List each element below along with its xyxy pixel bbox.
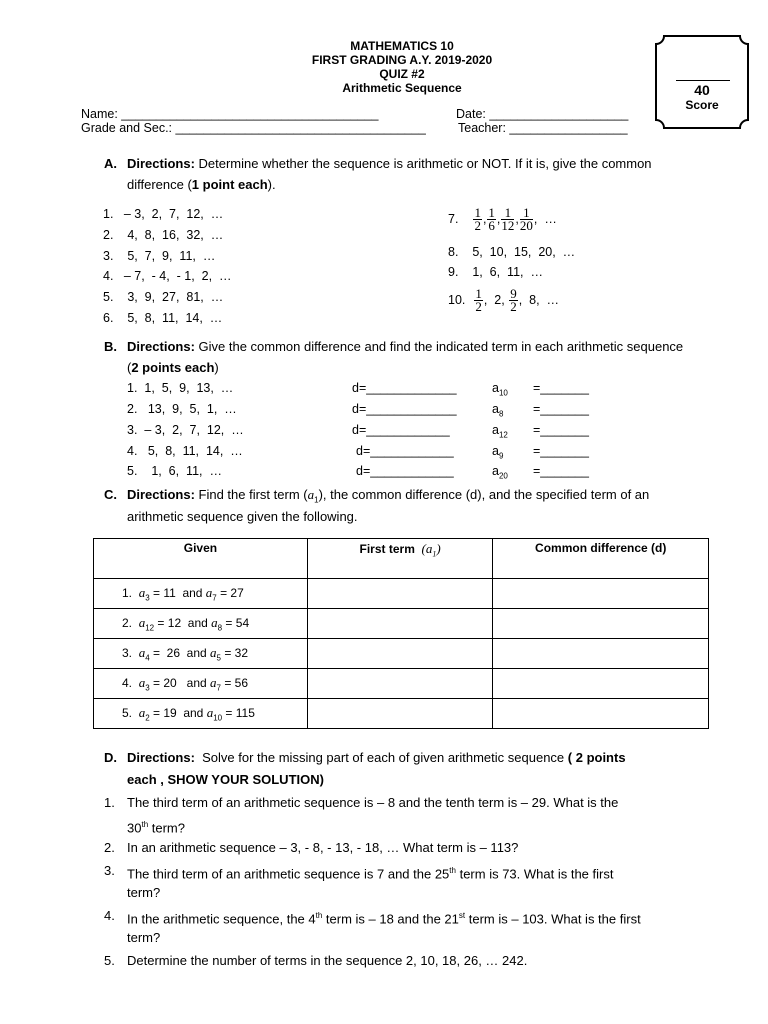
section-a-points: 1 point each	[191, 177, 268, 192]
b-item-5-term: $a_{20}$	[492, 464, 508, 481]
teacher-field[interactable]: Teacher: _________________	[458, 121, 628, 135]
a-item-5: 5. 3, 9, 27, 81, …	[103, 290, 224, 304]
a-item-2: 2. 4, 8, 16, 32, …	[103, 228, 224, 242]
given-cell: 4. $a_3 = 20$ and $a_7 = 56$	[94, 669, 308, 699]
col-first-term: First term $(a_1)$	[307, 539, 493, 579]
b-item-2-answer[interactable]: =_______	[533, 402, 589, 416]
a-item-7: 7. $\frac{1}{2}$ , $\frac{1}{6}$ , $\frac{1}{12}$ , $\frac{1}{20}$ , …	[448, 205, 557, 233]
b-item-1-answer[interactable]: =_______	[533, 381, 589, 395]
b-item-1-d[interactable]: d=_____________	[352, 381, 457, 395]
b-item-3-answer[interactable]: =_______	[533, 423, 589, 437]
difference-answer-cell[interactable]	[493, 609, 709, 639]
header-line-1: MATHEMATICS 10	[350, 39, 454, 53]
b-item-1-seq: 1. 1, 5, 9, 13, …	[127, 381, 234, 395]
b-item-5-seq: 5. 1, 6, 11, …	[127, 464, 222, 478]
section-a-dir2-post: ).	[267, 177, 276, 192]
d-item-1-line2: 30th term?	[127, 820, 185, 836]
col-common-difference: Common difference (d)	[493, 539, 709, 579]
section-c-directions-line2: arithmetic sequence given the following.	[127, 509, 358, 524]
a-item-4: 4. – 7, - 4, - 1, 2, …	[103, 269, 232, 283]
section-a-directions	[127, 156, 652, 171]
first-term-answer-cell[interactable]	[307, 699, 493, 729]
b-item-4-answer[interactable]: =_______	[533, 444, 589, 458]
section-c-dir-term: a	[307, 487, 315, 502]
section-a-dir2-pre: difference (	[127, 177, 192, 192]
a-item-3: 3. 5, 7, 9, 11, …	[103, 249, 216, 263]
a-item-7-frac-4: $\frac{1}{20}$	[519, 205, 533, 233]
given-cell: 2. $a_{12} = 12$ and $a_8 = 54$	[94, 609, 308, 639]
given-cell: 1. $a_3 = 11$ and $a_7 = 27$	[94, 579, 308, 609]
section-b-letter: B.	[104, 339, 117, 354]
a-item-9: 9. 1, 6, 11, …	[448, 265, 543, 279]
section-d-points: ( 2 points	[567, 750, 626, 765]
a-item-7-frac-2: $\frac{1}{6}$	[488, 205, 495, 233]
d-item-3-line1: The third term of an arithmetic sequence is 7 and the 25th term is 73. What is the first	[127, 866, 614, 882]
d-item-2-line1: In an arithmetic sequence – 3, - 8, - 13, - 18, … What term is – 113?	[127, 840, 519, 855]
section-c-dir-label: Directions:	[127, 487, 195, 502]
d-item-4-line1: In the arithmetic sequence, the 4th term is – 18 and the 21st term is – 103. What is the first	[127, 911, 641, 927]
section-b-dir2-pre: (	[127, 360, 132, 375]
section-b-directions	[127, 339, 683, 354]
section-d-dir-label: Directions:	[127, 750, 195, 765]
first-term-answer-cell[interactable]	[307, 639, 493, 669]
a-item-10-mid: , 2,	[483, 292, 505, 307]
section-b-dir-label: Directions:	[127, 339, 195, 354]
b-item-2-d[interactable]: d=_____________	[352, 402, 457, 416]
a-item-1: 1. – 3, 2, 7, 12, …	[103, 207, 224, 221]
section-c-dir-pre: Find the first term (	[194, 487, 308, 502]
first-term-answer-cell[interactable]	[307, 579, 493, 609]
section-c-dir-post: ), the common difference (d), and the specified term of an	[318, 487, 650, 502]
a-item-10	[448, 288, 559, 313]
table-row	[94, 639, 709, 669]
section-c-table	[93, 538, 709, 729]
a-item-10-tail: , 8, …	[518, 292, 560, 307]
section-a-dir-text: Determine whether the sequence is arithmetic or NOT. If it is, give the common	[194, 156, 652, 171]
grade-section-field[interactable]: Grade and Sec.: ____________________________________	[81, 121, 426, 135]
b-item-2-seq: 2. 13, 9, 5, 1, …	[127, 402, 237, 416]
b-item-3-term: $a_{12}$	[492, 423, 508, 440]
col-given: Given	[94, 539, 308, 579]
b-item-3-seq: 3. – 3, 2, 7, 12, …	[127, 423, 244, 437]
b-item-5-answer[interactable]: =_______	[533, 464, 589, 478]
a-item-10-frac-2: $\frac{9}{2}$	[510, 286, 517, 314]
header-line-4: Arithmetic Sequence	[342, 81, 462, 95]
a-item-10-number: 10.	[448, 292, 466, 307]
d-item-4-line2: term?	[127, 930, 161, 945]
header-line-3: QUIZ #2	[379, 67, 425, 81]
d-item-5-line1: Determine the number of terms in the sequence 2, 10, 18, 26, … 242.	[127, 953, 528, 968]
a-item-10-frac-1: $\frac{1}{2}$	[475, 286, 482, 314]
d-item-5-number: 5.	[104, 953, 115, 968]
d-item-4-number: 4.	[104, 908, 115, 923]
section-b-dir2-post: )	[214, 360, 219, 375]
b-item-4-seq: 4. 5, 8, 11, 14, …	[127, 444, 243, 458]
a-item-6: 6. 5, 8, 11, 14, …	[103, 311, 223, 325]
section-d-directions	[127, 747, 723, 769]
a-item-7-ellipsis: …	[544, 211, 557, 226]
b-item-1-term: $a_{10}$	[492, 381, 508, 398]
section-c-directions	[127, 487, 649, 505]
difference-answer-cell[interactable]	[493, 579, 709, 609]
name-field[interactable]: Name: _____________________________________	[81, 107, 379, 121]
table-row	[94, 699, 709, 729]
table-header-row	[94, 539, 709, 579]
score-total: 40	[694, 82, 710, 98]
a-item-7-frac-3: $\frac{1}{12}$	[501, 205, 515, 233]
difference-answer-cell[interactable]	[493, 669, 709, 699]
section-d-directions-line2: each , SHOW YOUR SOLUTION)	[127, 772, 324, 787]
first-term-answer-cell[interactable]	[307, 669, 493, 699]
d-item-1-line1: The third term of an arithmetic sequence is – 8 and the tenth term is – 29. What is the	[127, 795, 619, 810]
table-row	[94, 579, 709, 609]
d-item-3-line2: term?	[127, 885, 161, 900]
given-cell: 5. $a_2 = 19$ and $a_{10} = 115$	[94, 699, 308, 729]
a-item-7-number: 7.	[448, 211, 459, 226]
score-blank-line	[676, 80, 730, 81]
date-field[interactable]: Date: ____________________	[456, 107, 629, 121]
b-item-2-term: $a_8$	[492, 402, 504, 419]
section-a-directions-line2	[127, 177, 276, 192]
b-item-3-d[interactable]: d=____________	[352, 423, 450, 437]
header-line-2: FIRST GRADING A.Y. 2019-2020	[311, 53, 493, 67]
section-a-dir-label: Directions:	[127, 156, 195, 171]
a-item-8: 8. 5, 10, 15, 20, …	[448, 245, 576, 259]
b-item-5-d[interactable]: d=____________	[356, 464, 454, 478]
section-c-letter: C.	[104, 487, 117, 502]
score-label: Score	[685, 98, 719, 112]
section-b-dir-text: Give the common difference and find the indicated term in each arithmetic sequence	[194, 339, 684, 354]
first-term-answer-cell[interactable]	[307, 609, 493, 639]
section-d-letter: D.	[104, 750, 117, 765]
d-item-3-number: 3.	[104, 863, 115, 878]
b-item-4-term: $a_9$	[492, 444, 504, 461]
difference-answer-cell[interactable]	[493, 639, 709, 669]
a-item-7-frac-1: $\frac{1}{2}$	[474, 205, 481, 233]
section-b-directions-line2	[127, 360, 219, 375]
table-row	[94, 609, 709, 639]
section-a-letter: A.	[104, 156, 117, 171]
d-item-2-number: 2.	[104, 840, 115, 855]
section-c-dir-sub: 1	[314, 495, 319, 505]
section-b-points: 2 points each	[131, 360, 215, 375]
given-cell: 3. $a_4 = 26$ and $a_5 = 32$	[94, 639, 308, 669]
difference-answer-cell[interactable]	[493, 699, 709, 729]
d-item-1-number: 1.	[104, 795, 115, 810]
table-row	[94, 669, 709, 699]
b-item-4-d[interactable]: d=____________	[356, 444, 454, 458]
section-d-dir-text: Solve for the missing part of each of given arithmetic sequence	[194, 750, 568, 765]
